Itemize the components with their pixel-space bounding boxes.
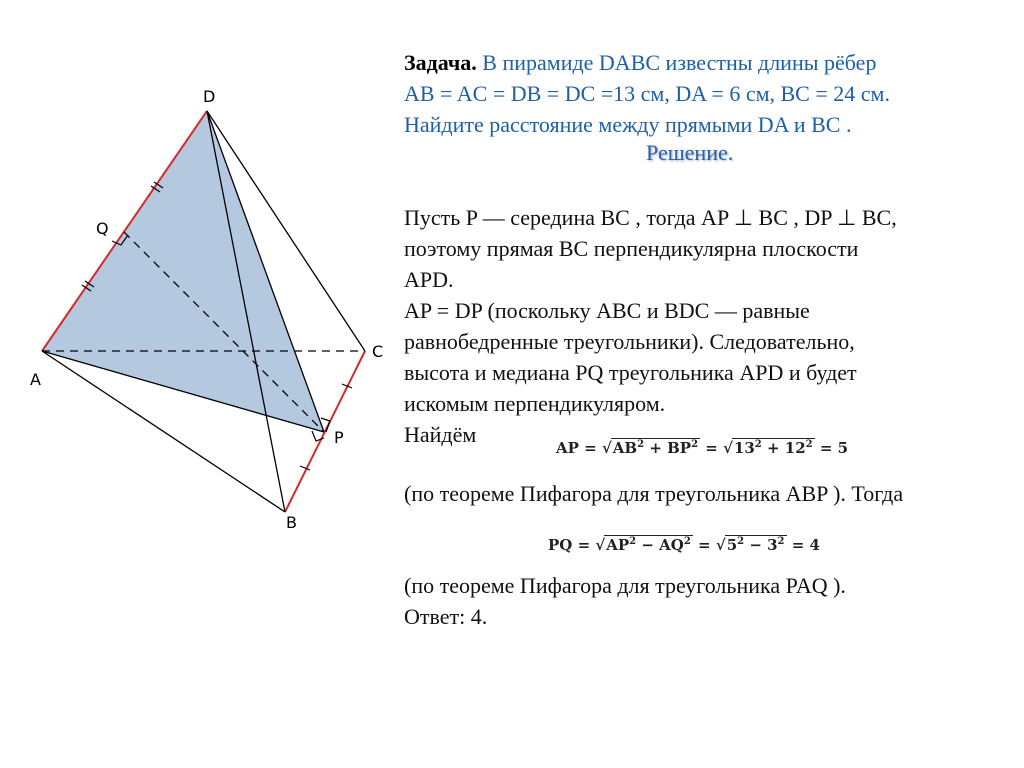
label-d: D (203, 87, 216, 106)
paragraph-line: Пусть P — середина BC , тогда AP ⊥ BC , DP ⊥ BC, (404, 205, 897, 230)
label-q: Q (96, 219, 109, 238)
paragraph-line: искомым перпендикуляром. (404, 391, 666, 416)
answer-text: Ответ: 4. (404, 604, 488, 629)
paragraph-after-formula-1: (по теореме Пифагора для треугольника ABP ). Тогда (404, 481, 904, 506)
problem-label: Задача. (404, 50, 477, 75)
paragraph-line: поэтому прямая BC перпендикулярна плоскости (404, 236, 859, 261)
problem-line-1 (404, 47, 876, 78)
problem-line-2: AB = AC = DB = DC =13 см, DA = 6 см, BC = 24 см. (404, 81, 890, 106)
paragraph-after-formula-2: (по теореме Пифагора для треугольника PAQ ). (404, 573, 846, 598)
label-b: B (286, 513, 297, 532)
solution-heading: Решение. (646, 140, 734, 165)
pyramid-figure (0, 0, 400, 560)
paragraph-line: AP = DP (поскольку ABC и BDC — равные (404, 298, 810, 323)
label-c: C (372, 342, 384, 361)
formula-ap: AP = $√AB^2 + BP^2 = √13^2 + 12^2 = 5$ (556, 439, 849, 457)
paragraph-line: равнобедренные треугольники). Следовательно, (404, 329, 855, 354)
formula-pq: PQ = $√AP^2 - AQ^2 = √5^2 - 3^2 = 4$ (548, 536, 820, 554)
paragraph-line: APD. (404, 267, 454, 292)
label-p: P (334, 428, 344, 447)
paragraph-line: высота и медиана PQ треугольника APD и будет (404, 360, 857, 385)
label-a: A (30, 370, 41, 389)
plane-apd (42, 111, 324, 432)
problem-line-3: Найдите расстояние между прямыми DA и BC . (404, 112, 852, 137)
problem-text-1: В пирамиде DABC известны длины рёбер (482, 50, 877, 75)
paragraph-line: Найдём (404, 422, 477, 447)
